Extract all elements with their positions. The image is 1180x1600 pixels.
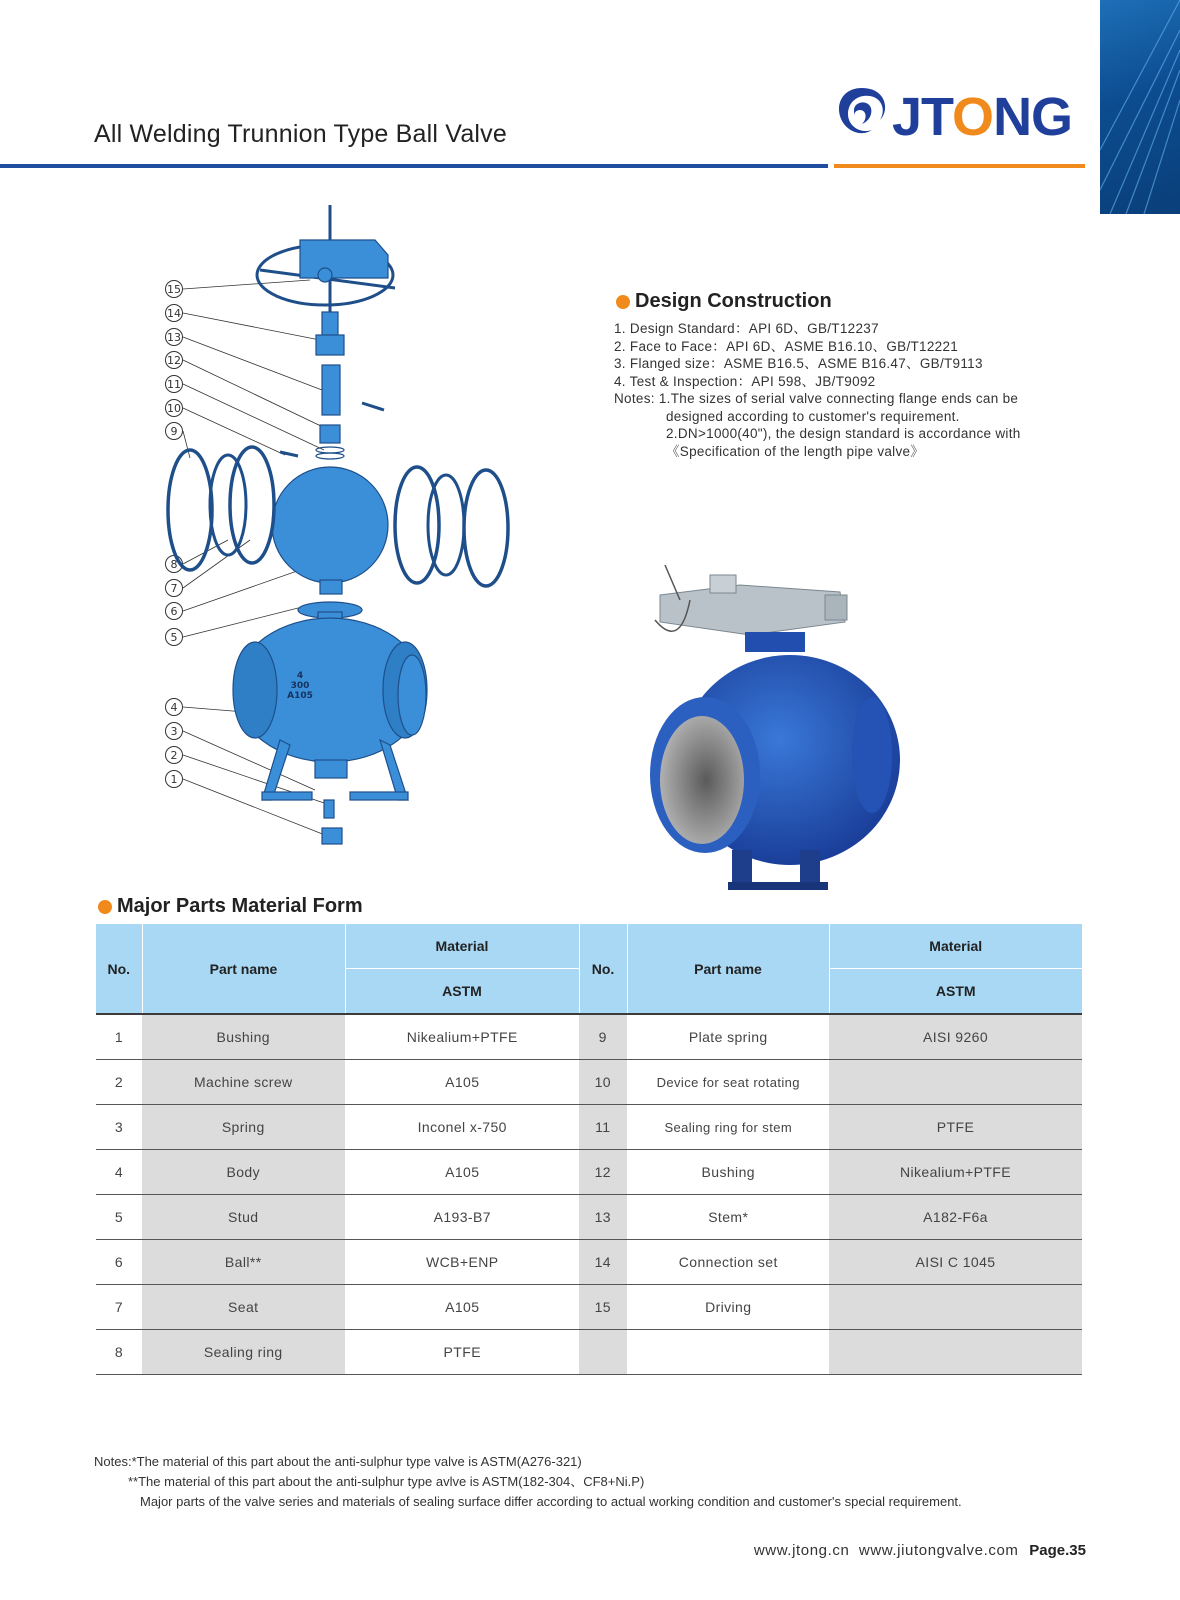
logo-text: JTONG <box>892 87 1073 147</box>
svg-text:13: 13 <box>167 331 181 344</box>
footnote: Major parts of the valve series and materials of sealing surface differ according to actual working condition and customer's special requirement. <box>140 1494 962 1509</box>
footnote: **The material of this part about the anti-sulphur type avlve is ASTM(182-304、CF8+Ni.P) <box>128 1474 645 1489</box>
cell-part-name: Driving <box>627 1285 829 1330</box>
cell-part-name: Seat <box>142 1285 345 1330</box>
cell-no: 5 <box>96 1195 142 1240</box>
footnote: Notes:*The material of this part about the anti-sulphur type valve is ASTM(A276-321) <box>94 1454 582 1469</box>
svg-text:8: 8 <box>170 558 178 571</box>
cell-part-name: Machine screw <box>142 1060 345 1105</box>
corner-decoration <box>1100 0 1180 214</box>
table-row <box>96 1150 1082 1195</box>
design-note: Notes: 1.The sizes of serial valve connecting flange ends can be <box>614 391 1019 406</box>
cell-part-name <box>627 1330 829 1375</box>
col-header-no: No. <box>579 924 627 1014</box>
cell-material: PTFE <box>829 1105 1082 1150</box>
cell-no: 9 <box>579 1014 627 1060</box>
svg-text:11: 11 <box>167 378 181 391</box>
cell-no: 13 <box>579 1195 627 1240</box>
cell-material: AISI C 1045 <box>829 1240 1082 1285</box>
bullet-dot-icon <box>616 295 630 309</box>
cell-no: 1 <box>96 1014 142 1060</box>
svg-text:4: 4 <box>170 701 178 714</box>
col-header-part-name: Part name <box>142 924 345 1014</box>
cell-material <box>829 1330 1082 1375</box>
callout-1 <box>166 771 183 788</box>
callout-15 <box>166 281 183 298</box>
cell-no: 3 <box>96 1105 142 1150</box>
footer-websites: www.jtong.cn www.jiutongvalve.com <box>753 1542 1019 1559</box>
cell-material: A105 <box>345 1060 579 1105</box>
callout-6 <box>166 603 183 620</box>
cell-no: 11 <box>579 1105 627 1150</box>
cell-material: Nikealium+PTFE <box>345 1014 579 1060</box>
design-construction-heading: Design Construction <box>616 290 832 313</box>
cell-no: 2 <box>96 1060 142 1105</box>
cell-no: 6 <box>96 1240 142 1285</box>
design-item: 1. Design Standard：API 6D、GB/T12237 <box>614 321 879 336</box>
svg-text:3: 3 <box>170 725 178 738</box>
cell-part-name: Sealing ring <box>142 1330 345 1375</box>
cell-part-name: Stud <box>142 1195 345 1240</box>
design-item: 3. Flanged size：ASME B16.5、ASME B16.47、GB/T9113 <box>614 356 983 371</box>
design-note: 2.DN>1000(40"), the design standard is accordance with <box>666 426 1021 441</box>
design-note: designed according to customer's requirement. <box>666 408 960 424</box>
cell-no: 7 <box>96 1285 142 1330</box>
parts-heading: Major Parts Material Form <box>98 895 363 918</box>
svg-text:5: 5 <box>170 631 178 644</box>
callout-14 <box>166 305 183 322</box>
cell-part-name: Sealing ring for stem <box>627 1105 829 1150</box>
cell-no: 10 <box>579 1060 627 1105</box>
callout-11 <box>166 376 183 393</box>
callout-7 <box>166 580 183 597</box>
cell-material: WCB+ENP <box>345 1240 579 1285</box>
callout-2 <box>166 747 183 764</box>
page-number: Page.35 <box>1029 1542 1086 1559</box>
bullet-dot-icon <box>98 900 112 914</box>
callout-3 <box>166 723 183 740</box>
header-rule-blue <box>0 164 828 168</box>
table-row <box>96 1060 1082 1105</box>
svg-text:15: 15 <box>167 283 181 296</box>
cell-no: 14 <box>579 1240 627 1285</box>
cell-material: A193-B7 <box>345 1195 579 1240</box>
svg-text:7: 7 <box>170 582 178 595</box>
cell-material: A105 <box>345 1150 579 1195</box>
callout-4 <box>166 699 183 716</box>
cell-no: 12 <box>579 1150 627 1195</box>
exploded-valve-diagram <box>150 200 550 880</box>
svg-text:12: 12 <box>167 354 181 367</box>
cell-material: Nikealium+PTFE <box>829 1150 1082 1195</box>
cell-material: PTFE <box>345 1330 579 1375</box>
col-header-part-name: Part name <box>627 924 829 1014</box>
cell-part-name: Device for seat rotating <box>627 1060 829 1105</box>
svg-text:300: 300 <box>290 681 310 691</box>
callout-13 <box>166 329 183 346</box>
cell-material: AISI 9260 <box>829 1014 1082 1060</box>
cell-part-name: Plate spring <box>627 1014 829 1060</box>
svg-text:6: 6 <box>170 605 178 618</box>
col-header-no: No. <box>96 924 142 1014</box>
callout-9 <box>166 423 183 440</box>
cell-no: 8 <box>96 1330 142 1375</box>
svg-text:14: 14 <box>167 307 181 320</box>
table-row <box>96 1330 1082 1375</box>
cell-material <box>829 1285 1082 1330</box>
cell-no: 15 <box>579 1285 627 1330</box>
svg-text:2: 2 <box>170 749 178 762</box>
table-row <box>96 1285 1082 1330</box>
callout-10 <box>166 400 183 417</box>
cell-part-name: Stem* <box>627 1195 829 1240</box>
page-footer <box>754 1542 1086 1559</box>
design-note: 《Specification of the length pipe valve》 <box>666 443 925 459</box>
parts-table <box>96 924 1082 1375</box>
cell-part-name: Bushing <box>142 1014 345 1060</box>
header-rule-orange <box>834 164 1085 168</box>
logo-mark-icon <box>832 80 892 150</box>
brand-logo <box>832 80 1082 150</box>
design-item: 4. Test & Inspection：API 598、JB/T9092 <box>614 373 876 389</box>
svg-text:4: 4 <box>296 671 304 681</box>
footnotes <box>94 1452 962 1512</box>
col-header-material: Material <box>345 924 579 969</box>
table-row <box>96 1105 1082 1150</box>
cell-no <box>579 1330 627 1375</box>
col-header-astm: ASTM <box>829 969 1082 1015</box>
cell-no: 4 <box>96 1150 142 1195</box>
svg-text:10: 10 <box>167 402 181 415</box>
design-construction-list <box>614 320 1021 460</box>
design-item: 2. Face to Face：API 6D、ASME B16.10、GB/T12221 <box>614 338 959 354</box>
cell-part-name: Ball** <box>142 1240 345 1285</box>
cell-material: Inconel x-750 <box>345 1105 579 1150</box>
table-row <box>96 1195 1082 1240</box>
svg-text:A105: A105 <box>287 691 313 701</box>
cell-material: A105 <box>345 1285 579 1330</box>
cell-part-name: Spring <box>142 1105 345 1150</box>
cell-material <box>829 1060 1082 1105</box>
svg-text:9: 9 <box>170 425 178 438</box>
callout-5 <box>166 629 183 646</box>
col-header-material: Material <box>829 924 1082 969</box>
table-row <box>96 1014 1082 1060</box>
callout-12 <box>166 352 183 369</box>
cell-part-name: Connection set <box>627 1240 829 1285</box>
cell-material: A182-F6a <box>829 1195 1082 1240</box>
table-row <box>96 1240 1082 1285</box>
valve-photo <box>650 560 910 900</box>
page-title: All Welding Trunnion Type Ball Valve <box>94 120 507 148</box>
cell-part-name: Bushing <box>627 1150 829 1195</box>
svg-text:1: 1 <box>170 773 178 786</box>
cell-part-name: Body <box>142 1150 345 1195</box>
col-header-astm: ASTM <box>345 969 579 1015</box>
